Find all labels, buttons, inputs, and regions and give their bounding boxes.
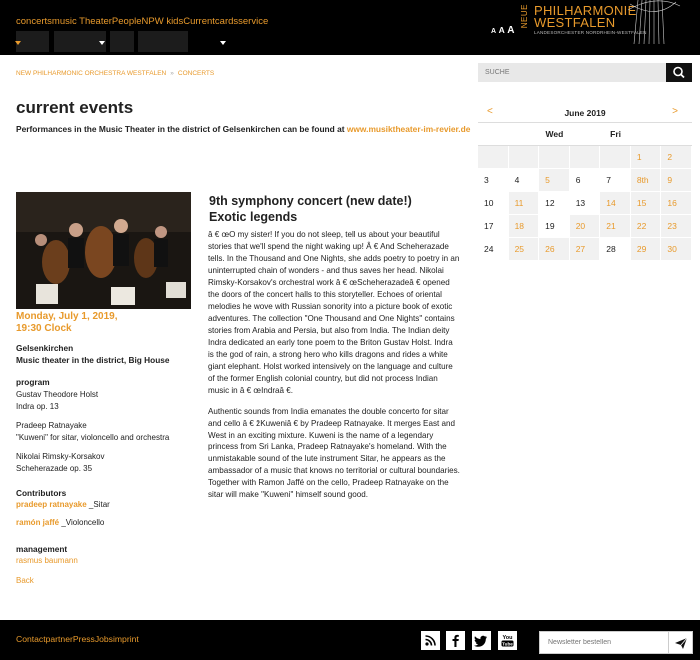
program-label: program [16, 377, 50, 387]
program-work: Scheherazade op. 35 [16, 463, 93, 473]
logo-westfalen[interactable]: WESTFALEN [534, 15, 616, 30]
event-paragraph: â € œO my sister! If you do not sleep, tell us about your beautiful stories that we'll spend the night waking up! Â € And Scheherazade tells. In the Thousand and One Nights, she adds poetry to poetry in an uninterrupted chain of wonders - and thus saves her head. Nikolai Rimsky-Korsakov's orchestral work â € œScheherazadeâ € opened the doors of the concert halls to this storyteller. Echoes of oriental melodies he wove with Russian sonority into a picture book of exotic adventures. The collection "One Thousand and One Nights" contains stories from Arabia and Persia, but also from India. The Indian deity Indra dedicated an early tone poem to the Briton Gustav Holst. Indra is the god of rain, a strong hero who kills dragons and rides a white giant elephant. Holst worked intensively on the language and culture of the former English colonial country, but did not process Indian music in â € œIndraâ €. [208, 230, 460, 395]
breadcrumb-home[interactable]: NEW PHILHARMONIC ORCHESTRA WESTFALEN [16, 70, 167, 77]
nav-cards[interactable]: cards [214, 16, 239, 27]
calendar-day[interactable]: 9 [661, 169, 692, 192]
calendar-day[interactable]: 20 [570, 215, 601, 238]
weekday-label [631, 123, 662, 146]
chevron-down-icon [15, 41, 21, 45]
event-description [208, 229, 460, 510]
svg-text:You: You [502, 635, 513, 641]
calendar-empty-cell [600, 146, 631, 169]
musiktheater-link[interactable]: www.musiktheater-im-revier.de [346, 124, 471, 134]
rss-icon [421, 631, 440, 650]
calendar-day: 10 [478, 192, 509, 215]
back-link[interactable]: Back [16, 576, 34, 585]
event-title-line1: 9th symphony concert (new date!) [209, 194, 412, 208]
page-title: current events [16, 98, 134, 117]
calendar-next-button[interactable]: > [672, 106, 678, 117]
nav-people[interactable]: People [111, 16, 142, 27]
facebook-icon [446, 631, 465, 650]
calendar-day: 6 [570, 169, 601, 192]
calendar-day[interactable]: 27 [570, 238, 601, 261]
program-work: "Kuweni" for sitar, violoncello and orchestra [16, 432, 170, 442]
svg-text:Tube: Tube [502, 641, 513, 647]
calendar-day[interactable]: 5 [539, 169, 570, 192]
calendar-empty-cell [509, 146, 540, 169]
calendar-prev-button[interactable]: < [487, 106, 493, 117]
footer-link-contact[interactable]: Contact [16, 634, 46, 644]
facebook-button[interactable] [446, 631, 465, 650]
calendar-day: 17 [478, 215, 509, 238]
calendar-day[interactable]: 21 [600, 215, 631, 238]
contributor-role: _Violoncello [59, 517, 105, 527]
logo-subtitle: LANDESORCHESTER NORDRHEIN-WESTFALEN [534, 30, 647, 35]
nav-npw-kids[interactable]: NPW kids [141, 16, 184, 27]
nav-music-theater[interactable]: music Theater [51, 16, 112, 27]
calendar-day[interactable]: 11 [509, 192, 540, 215]
program-composer: Pradeep Ratnayake [16, 421, 87, 431]
weekday-label [509, 123, 540, 146]
newsletter-submit-button[interactable] [669, 631, 693, 654]
calendar-day: 19 [539, 215, 570, 238]
contributor-name[interactable]: ramón jaffé [16, 517, 60, 527]
program-composer: Nikolai Rimsky-Korsakov [16, 452, 105, 462]
logo-neue[interactable]: NEUE [520, 4, 529, 29]
calendar-day[interactable]: 25 [509, 238, 540, 261]
calendar-header [478, 101, 692, 123]
page-intro [16, 123, 472, 135]
calendar-day[interactable]: 1 [631, 146, 662, 169]
program-composer: Gustav Theodore Holst [16, 390, 99, 400]
send-icon [669, 632, 693, 655]
calendar-day[interactable]: 16 [661, 192, 692, 215]
calendar-day[interactable]: 18 [509, 215, 540, 238]
logo-strings-graphic [516, 0, 700, 44]
event-date-day: Monday, July 1, 2019, [16, 311, 118, 322]
youtube-button[interactable] [498, 631, 517, 650]
weekday-label: Fri [610, 129, 621, 139]
youtube-icon [498, 631, 517, 650]
footer-link-press[interactable]: Press [72, 634, 95, 644]
event-venue [16, 342, 201, 366]
venue-city: Gelsenkirchen [16, 343, 74, 353]
font-size-switcher [491, 25, 514, 36]
calendar-day[interactable]: 26 [539, 238, 570, 261]
calendar-weekdays [478, 123, 692, 146]
calendar-day[interactable]: 2 [661, 146, 692, 169]
contributor-item [16, 499, 201, 511]
footer-link-jobs[interactable]: Jobs [94, 634, 113, 644]
chevron-down-icon [99, 41, 105, 45]
venue-name: Music theater in the district, Big House [16, 355, 170, 366]
event-calendar [478, 101, 692, 261]
intro-text: Performances in the Music Theater in the district of Gelsenkirchen can be found at [16, 124, 347, 134]
search-button[interactable] [666, 63, 692, 82]
calendar-day[interactable]: 8th [631, 169, 662, 192]
calendar-month: June 2019 [564, 108, 606, 118]
management-label: management [16, 544, 68, 554]
calendar-day[interactable]: 15 [631, 192, 662, 215]
calendar-day[interactable]: 30 [661, 238, 692, 261]
back-section [16, 575, 201, 587]
calendar-empty-cell [478, 146, 509, 169]
calendar-empty-cell [539, 146, 570, 169]
event-paragraph: Authentic sounds from India emanates the double concerto for sitar and cello â € žKuweniâ € by Pradeep Ratnayake. It merges East and West in an exciting mixture. Kuweni is the name of a legendary princess from Sri Lanka, Pradeep Ratnayake's homeland. With the unmistakable sound of the lute instrument Sitar, he appears as the ambassador of a music that knows no territorial or cultural boundaries. Together with Ramon Jaffé on the cello, Pradeep Ratnayake on the sitar will make "Kuweni" himself sound good. [208, 406, 460, 500]
chevron-down-icon [220, 41, 226, 45]
weekday-label [478, 123, 509, 146]
footer-link-imprint[interactable]: imprint [112, 634, 139, 644]
twitter-icon [472, 631, 491, 650]
nav-service[interactable]: service [238, 16, 269, 27]
footer-link-partner[interactable]: partner [45, 634, 73, 644]
calendar-empty-cell [570, 146, 601, 169]
twitter-button[interactable] [472, 631, 491, 650]
event-date [16, 311, 196, 335]
calendar-day[interactable]: 14 [600, 192, 631, 215]
rss-button[interactable] [421, 631, 440, 650]
weekday-label [570, 123, 601, 146]
calendar-grid [478, 146, 692, 261]
nav-current[interactable]: Current [183, 16, 215, 27]
program-item [16, 451, 201, 474]
event-title-line2: Exotic legends [209, 210, 298, 225]
nav-dropdown-people[interactable] [110, 31, 134, 52]
calendar-day[interactable]: 23 [661, 215, 692, 238]
breadcrumb [16, 70, 214, 77]
contributors-section [16, 487, 201, 528]
weekday-label [661, 123, 692, 146]
weekday-label: Wed [545, 129, 564, 139]
calendar-day: 3 [478, 169, 509, 192]
calendar-day: 4 [509, 169, 540, 192]
calendar-day: 7 [600, 169, 631, 192]
calendar-day: 24 [478, 238, 509, 261]
search-input[interactable] [478, 63, 666, 82]
calendar-day: 28 [600, 238, 631, 261]
footer-navigation [16, 634, 139, 644]
program-item [16, 420, 201, 443]
nav-concerts[interactable]: concerts [16, 16, 52, 27]
event-title [209, 193, 412, 226]
newsletter-input[interactable] [539, 631, 669, 654]
nav-dropdown-npw-kids[interactable] [138, 31, 188, 52]
font-size-medium[interactable]: A [498, 25, 505, 35]
calendar-day: 12 [539, 192, 570, 215]
contributors-label: Contributors [16, 488, 67, 498]
breadcrumb-separator: » [170, 70, 174, 77]
event-date-time: 19:30 Clock [16, 323, 72, 334]
main-navigation [16, 16, 268, 27]
breadcrumb-concerts[interactable]: CONCERTS [177, 70, 215, 77]
contributor-item [16, 517, 201, 529]
orchestra-photo [16, 192, 191, 309]
calendar-day: 13 [570, 192, 601, 215]
contributor-name[interactable]: pradeep ratnayake [16, 500, 87, 510]
logo-philharmonie[interactable]: PHILHARMONIE [534, 3, 637, 18]
management-section [16, 543, 201, 567]
contributor-role: _Sitar [86, 500, 110, 510]
calendar-day[interactable]: 29 [631, 238, 662, 261]
management-name[interactable]: rasmus baumann [16, 556, 78, 566]
font-size-large[interactable]: A [507, 25, 515, 36]
program-section [16, 376, 201, 475]
font-size-small[interactable]: A [491, 28, 497, 35]
calendar-day[interactable]: 22 [631, 215, 662, 238]
program-work: Indra op. 13 [16, 401, 59, 411]
program-item [16, 389, 201, 412]
search-icon [666, 63, 692, 82]
